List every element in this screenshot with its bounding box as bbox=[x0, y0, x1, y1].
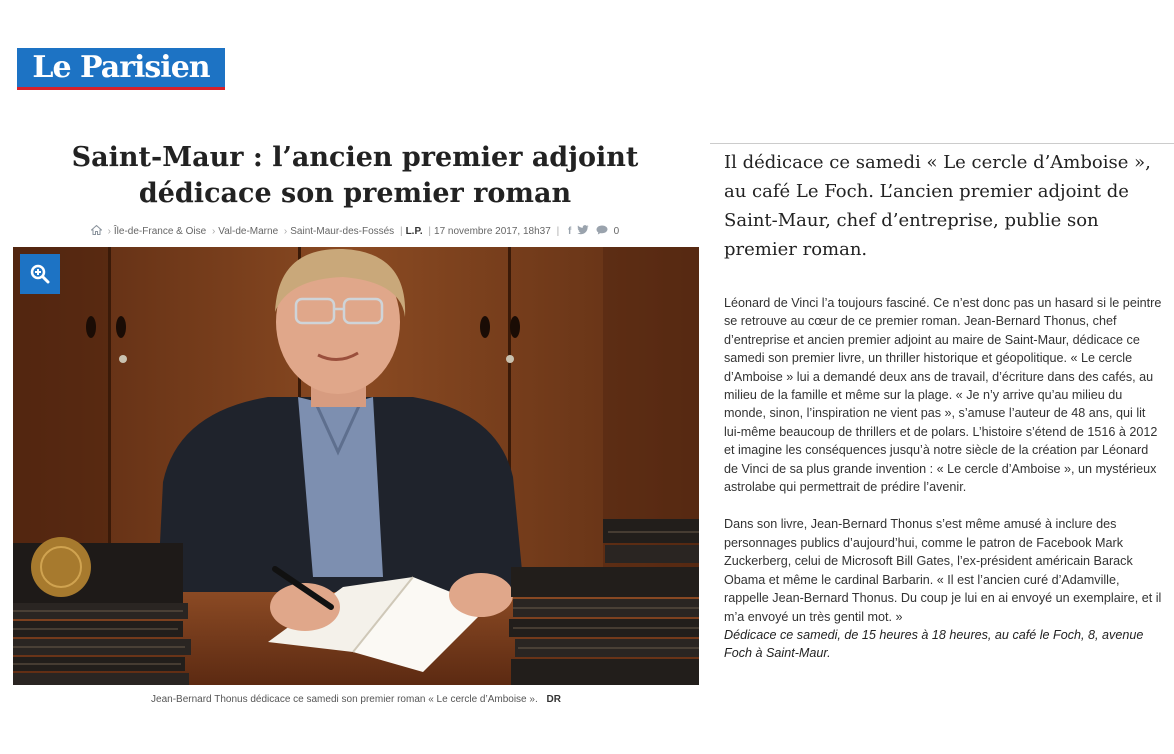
caption-text: Jean-Bernard Thonus dédicace ce samedi son premier roman « Le cercle d’Amboise ». bbox=[151, 694, 538, 705]
column-divider bbox=[710, 143, 1174, 144]
facebook-icon[interactable]: f bbox=[567, 226, 572, 237]
home-icon[interactable] bbox=[91, 225, 102, 235]
article-body bbox=[724, 294, 1164, 663]
site-logo[interactable] bbox=[17, 48, 225, 90]
photo-caption bbox=[13, 694, 699, 705]
twitter-icon[interactable] bbox=[577, 225, 589, 235]
article-meta: › Île-de-France & Oise › Val-de-Marne › Saint-Maur-des-Fossés | L.P. | 17 novembre 2017, 18h37 | f 0 bbox=[20, 225, 690, 237]
zoom-button[interactable] bbox=[20, 254, 60, 294]
photo-credit: DR bbox=[546, 694, 561, 705]
comment-icon[interactable] bbox=[596, 225, 608, 235]
article-title: Saint-Maur : l’ancien premier adjoint dédicace son premier roman bbox=[71, 142, 639, 209]
breadcrumb-region[interactable]: Île-de-France & Oise bbox=[113, 226, 207, 237]
breadcrumb-city[interactable]: Saint-Maur-des-Fossés bbox=[290, 226, 395, 237]
body-paragraph: Dans son livre, Jean-Bernard Thonus s’est même amusé à inclure des personnages publics d’aujourd’hui, comme le patron de Facebook Mark Zuckerberg, celui de Microsoft Bill Gates, l’ex-président américain Barack Obama et même le cardinal Barbarin. « Il est l’ancien curé d’Adamville, rappelle Jean-Bernard Thonus. Du coup je lui en ai envoyé un exemplaire, et il m’a envoyé un très gentil mot. » bbox=[724, 517, 1162, 624]
body-paragraph: Léonard de Vinci l’a toujours fasciné. Ce n’est donc pas un hasard si le peintre se retrouve au cœur de ce premier roman. Jean-Bernard Thonus, chef d’entreprise et ancien premier adjoint au maire de Saint-Maur, dédicace ce samedi son premier livre, un thriller historique et géopolitique. « Le cercle d’Amboise » lui a demandé deux ans de travail, d’écriture dans des cafés, au milieu de la famille et même sur la plage. « Je n’y arrive qu’au milieu du monde, sinon, l’inspiration ne vient pas », s’amuse l’auteur de 48 ans, qui lit lui-même beaucoup de thrillers et de polars. L’histoire s’étend de 1516 à 2012 et imagine les conséquences jusqu’à notre siècle de la création par Léonard de Vinci de sa plus grande invention : « Le cercle d’Amboise », un mystérieux astrolabe qui permettrait de prédire l’avenir. bbox=[724, 296, 1162, 495]
article-photo bbox=[13, 247, 699, 685]
event-note: Dédicace ce samedi, de 15 heures à 18 heures, au café le Foch, 8, avenue Foch à Saint-Maur. bbox=[724, 627, 1144, 661]
breadcrumb-department[interactable]: Val-de-Marne bbox=[218, 226, 279, 237]
article-date: 17 novembre 2017, 18h37 bbox=[434, 226, 551, 237]
zoom-icon bbox=[30, 264, 50, 284]
comment-count[interactable]: 0 bbox=[613, 226, 620, 237]
logo-text: Le Parisien bbox=[32, 49, 210, 85]
article-lead: Il dédicace ce samedi « Le cercle d’Amboise », au café Le Foch. L’ancien premier adjoint de Saint-Maur, chef d’entreprise, publie son premier roman. bbox=[724, 152, 1151, 260]
article-author: L.P. bbox=[405, 226, 423, 237]
